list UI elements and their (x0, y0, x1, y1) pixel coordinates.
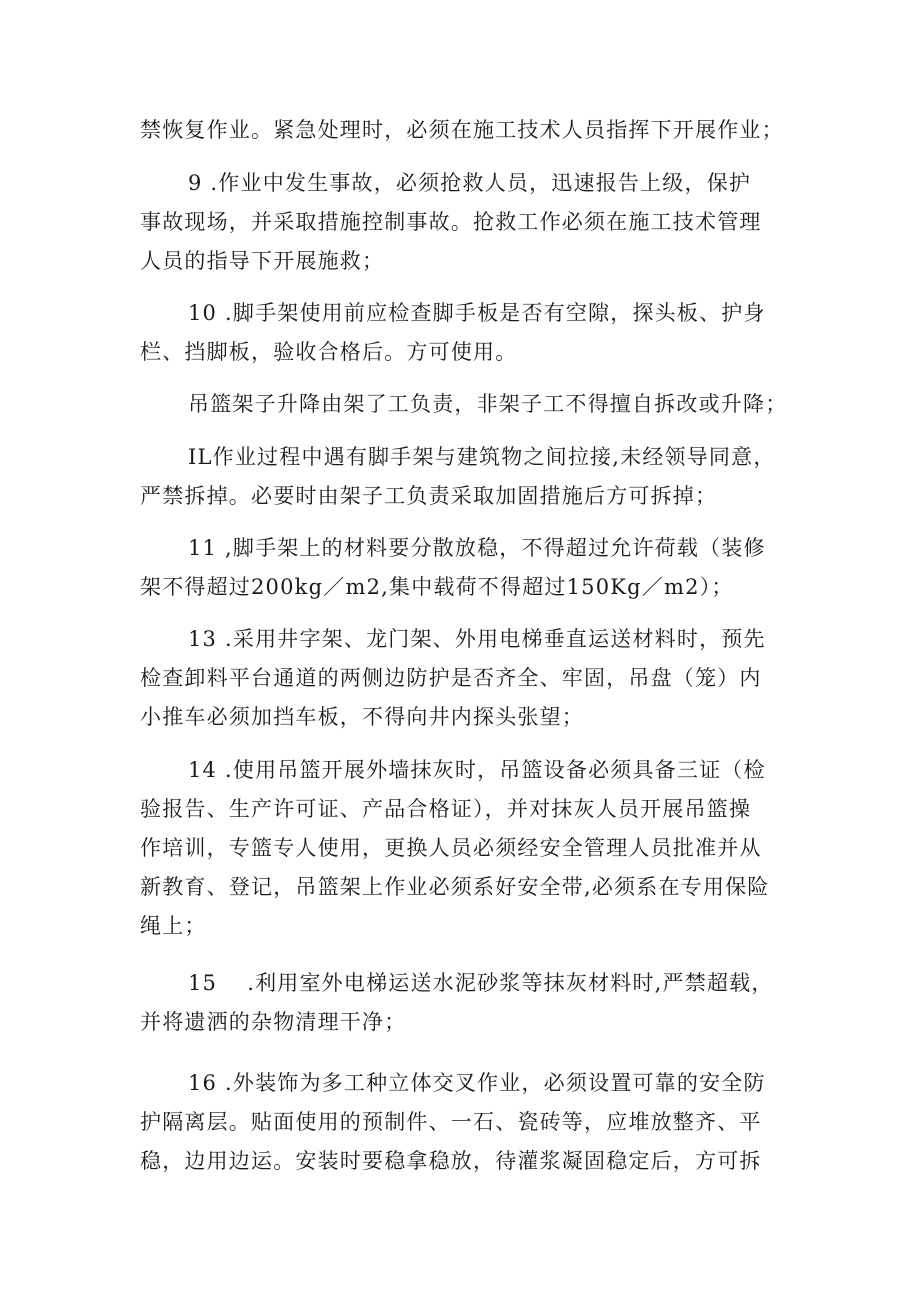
text-line: 栏、挡脚板，验收合格后。方可使用。 (140, 340, 518, 364)
text-line: 事故现场，并采取措施控制事故。抢救工作必须在施工技术管理 (140, 210, 762, 234)
text-line: 人员的指导下开展施救； (140, 249, 385, 273)
text-line: 检查卸料平台通道的两侧边防护是否齐全、牢固，吊盘（笼）内 (140, 666, 762, 690)
text-line: 10 .脚手架使用前应检查脚手板是否有空隙，探头板、护身 (188, 301, 766, 325)
text-line: 14 .使用吊篮开展外墙抹灰时，吊篮设备必须具备三证（检 (188, 758, 766, 782)
paragraph-item-15 (140, 964, 800, 1042)
paragraph-item-16 (140, 1064, 800, 1181)
paragraph-item-11 (140, 529, 800, 607)
paragraph-item-14 (140, 751, 800, 946)
text-line: 11 ,脚手架上的材料要分散放稳，不得超过允许荷载（装修 (188, 536, 766, 560)
paragraph-basket-rule (140, 385, 800, 424)
text-line: 验报告、生产许可证、产品合格证），并对抹灰人员开展吊篮操 (140, 797, 752, 821)
text-line: IL作业过程中遇有脚手架与建筑物之间拉接,未经领导同意， (188, 445, 776, 469)
text-line: 严禁拆掉。必要时由架子工负责采取加固措施后方可拆掉； (140, 484, 718, 508)
text-line: 小推车必须加挡车板，不得向井内探头张望； (140, 705, 584, 729)
text-line: 架不得超过200kg／m2,集中载荷不得超过150Kg／m2）； (140, 575, 734, 599)
text-line: 稳，边用边运。安装时要稳拿稳放，待灌浆凝固稳定后，方可拆 (140, 1149, 762, 1173)
text-line: 吊篮架子升降由架了工负责，非架子工不得擅自拆改或升降； (188, 392, 788, 416)
text-line: 并将遗洒的杂物清理干净； (140, 1010, 407, 1034)
paragraph-item-9 (140, 164, 800, 281)
text-line: 15 .利用室外电梯运送水泥砂浆等抹灰材料时,严禁超载， (188, 971, 774, 995)
paragraph-item-10 (140, 294, 800, 372)
text-line: 护隔离层。贴面使用的预制件、一石、瓷砖等，应堆放整齐、平 (140, 1110, 762, 1134)
paragraph-item-13 (140, 620, 800, 737)
paragraph-item-IL (140, 438, 800, 516)
text-line: 16 .外装饰为多工种立体交叉作业，必须设置可靠的安全防 (188, 1071, 766, 1095)
paragraph-continuation (140, 111, 800, 150)
text-line: 9 .作业中发生事故，必须抢救人员，迅速报告上级，保护 (188, 171, 752, 195)
text-line: 禁恢复作业。紧急处理时，必须在施工技术人员指挥下开展作业； (140, 118, 784, 142)
text-line: 绳上； (140, 914, 207, 938)
text-line: 作培训，专篮专人使用，更换人员必须经安全管理人员批准并从 (140, 836, 762, 860)
text-line: 新教育、登记，吊篮架上作业必须系好安全带,必须系在专用保险 (140, 875, 770, 899)
text-line: 13 .采用井字架、龙门架、外用电梯垂直运送材料时，预先 (188, 627, 766, 651)
